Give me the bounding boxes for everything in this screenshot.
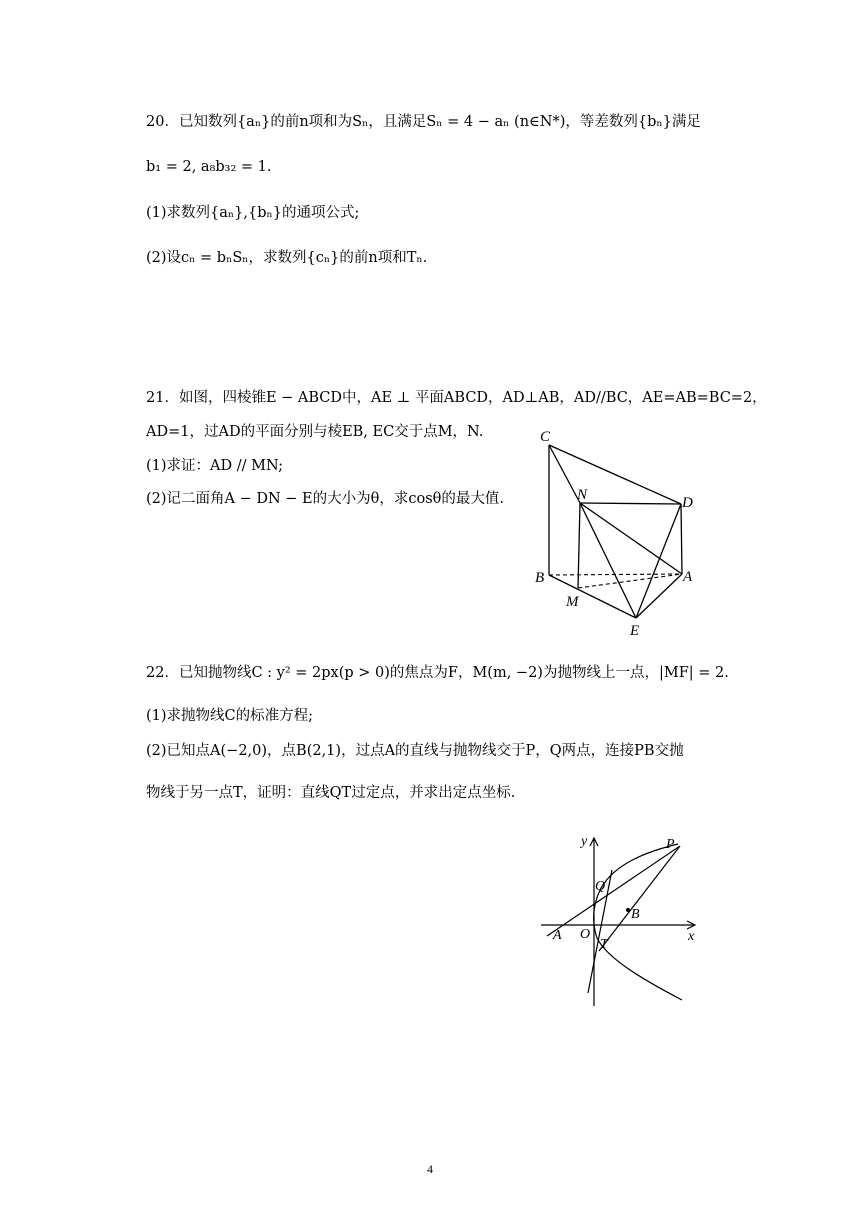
label-A: A — [553, 928, 562, 943]
line-AP — [547, 846, 680, 936]
q22-part2-line1: (2)已知点A(−2,0)，点B(2,1)，过点A的直线与抛物线交于P，Q两点，连接PB交抛 — [146, 743, 684, 759]
edge-DA — [681, 504, 682, 574]
q22-part2-line2: 物线于另一点T，证明：直线QT过定点，并求出定点坐标. — [146, 785, 516, 801]
edge-NE — [580, 503, 636, 618]
label-O: O — [580, 927, 591, 942]
q20-part2: (2)设cₙ = bₙSₙ，求数列{cₙ}的前n项和Tₙ. — [146, 250, 428, 266]
label-y: y — [581, 834, 588, 849]
label-x: x — [688, 929, 695, 944]
label-N: N — [577, 487, 588, 503]
q21-stem-line2: AD=1，过AD的平面分别与棱EB, EC交于点M，N. — [146, 424, 484, 440]
q22-stem-line1: 22．已知抛物线C : y² = 2px(p > 0)的焦点为F，M(m, −2)为抛物线上一点，|MF| = 2. — [146, 665, 729, 681]
q21-part2: (2)记二面角A − DN − E的大小为θ，求cosθ的最大值. — [146, 491, 505, 507]
edge-ND — [580, 503, 681, 504]
label-B: B — [631, 907, 640, 922]
label-B: B — [535, 570, 545, 586]
q20-stem-line2: b₁ = 2, a₈b₃₂ = 1. — [146, 159, 272, 175]
label-C: C — [540, 429, 551, 445]
point-B — [626, 908, 630, 912]
parabola-figure — [535, 828, 705, 1013]
edge-BA-dashed — [549, 574, 682, 575]
label-M: M — [566, 594, 579, 610]
edge-AE — [636, 574, 682, 618]
label-E: E — [630, 623, 640, 639]
q22-part1: (1)求抛物线C的标准方程; — [146, 708, 314, 724]
q20-stem-line1: 20．已知数列{aₙ}的前n项和为Sₙ，且满足Sₙ = 4 − aₙ (n∈N*)，等差数列{bₙ}满足 — [146, 114, 701, 130]
q21-part1: (1)求证：AD // MN; — [146, 458, 284, 474]
line-PT — [599, 846, 680, 951]
q20-part1: (1)求数列{aₙ},{bₙ}的通项公式; — [146, 205, 360, 221]
page-number: 4 — [427, 1162, 433, 1176]
parabola-curve — [594, 844, 682, 1000]
edge-CN — [549, 445, 580, 503]
label-Q: Q — [595, 879, 606, 894]
label-T: T — [600, 937, 608, 952]
pyramid-figure — [530, 425, 710, 640]
label-A: A — [683, 569, 693, 585]
q21-stem-line1: 21．如图，四棱锥E − ABCD中，AE ⊥ 平面ABCD，AD⊥AB，AD//BC，AE=AB=BC=2， — [146, 390, 767, 406]
label-D: D — [682, 495, 693, 511]
edge-DE — [636, 504, 681, 618]
edge-CD — [549, 445, 681, 504]
edge-MA-dashed — [578, 574, 682, 588]
label-P: P — [666, 837, 675, 852]
